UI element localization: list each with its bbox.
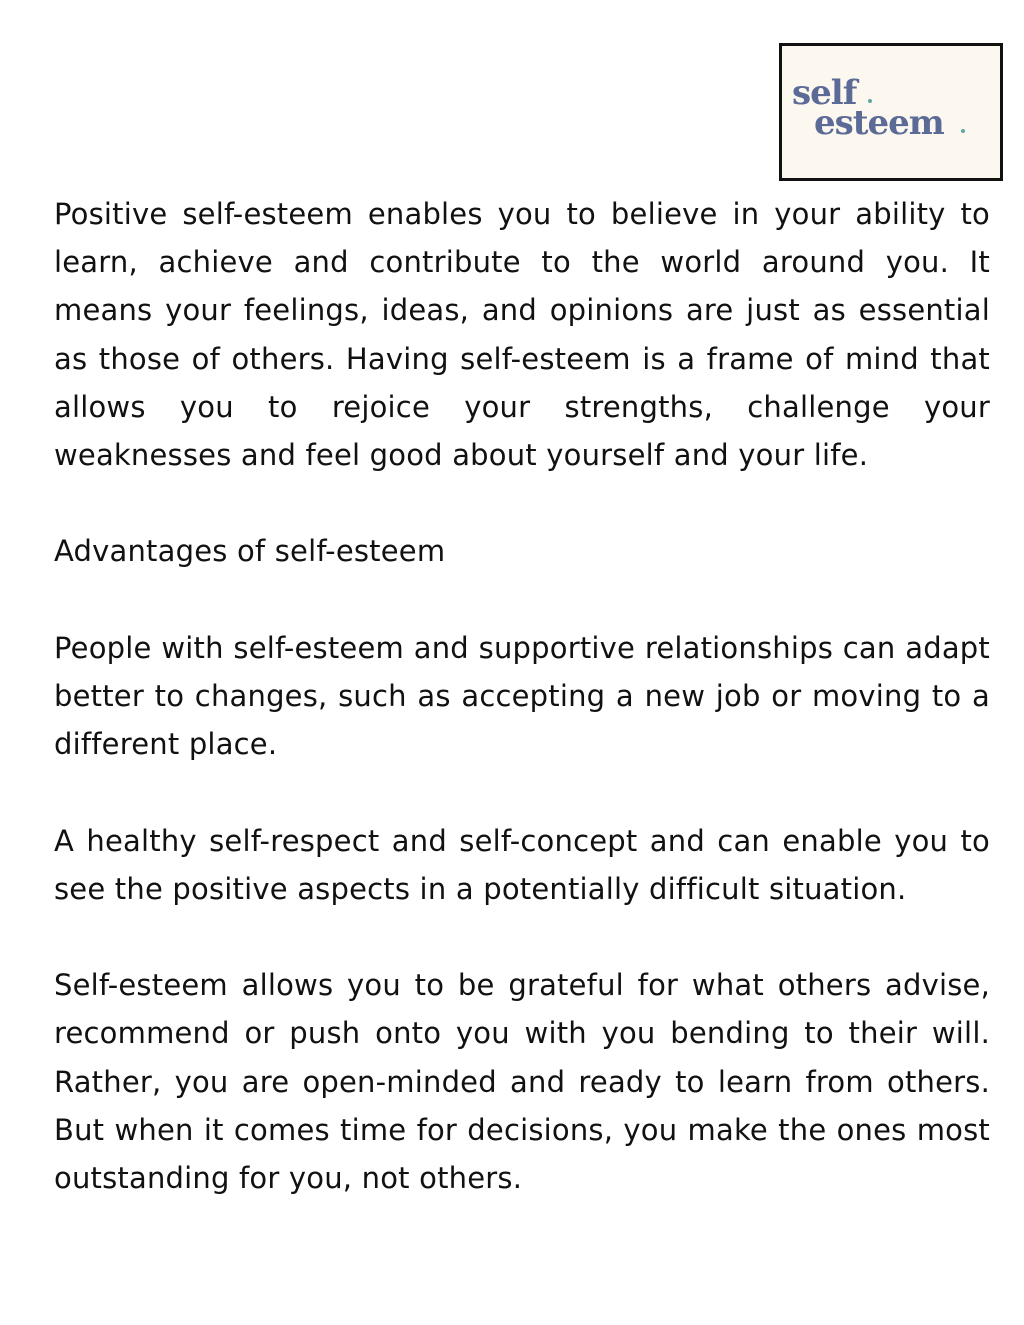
logo-text-self: self xyxy=(792,73,857,113)
logo-text-esteem: esteem xyxy=(814,103,944,143)
section-heading: Advantages of self-esteem xyxy=(54,534,446,569)
self-esteem-logo xyxy=(779,43,1003,181)
advantage-paragraph: Self-esteem allows you to be grateful for what others advise, recommend or push onto you with you bending to their will. Rather, you are open-minded and ready to learn from others. But when it comes time for decisions, you make the ones most outstanding for you, not others. xyxy=(54,968,990,1195)
logo-dot xyxy=(961,129,965,133)
document-body xyxy=(54,190,990,1202)
advantage-paragraph: A healthy self-respect and self-concept and can enable you to see the positive aspects in a potentially difficult situation. xyxy=(54,823,990,906)
advantage-paragraph: People with self-esteem and supportive relationships can adapt better to changes, such as accepting a new job or moving to a different place. xyxy=(54,630,990,762)
intro-paragraph: Positive self-esteem enables you to believe in your ability to learn, achieve and contribute to the world around you. It means your feelings, ideas, and opinions are just as essential as those of others. Having self-esteem is a frame of mind that allows you to rejoice your strengths, challenge your weaknesses and feel good about yourself and your life. xyxy=(54,197,990,473)
